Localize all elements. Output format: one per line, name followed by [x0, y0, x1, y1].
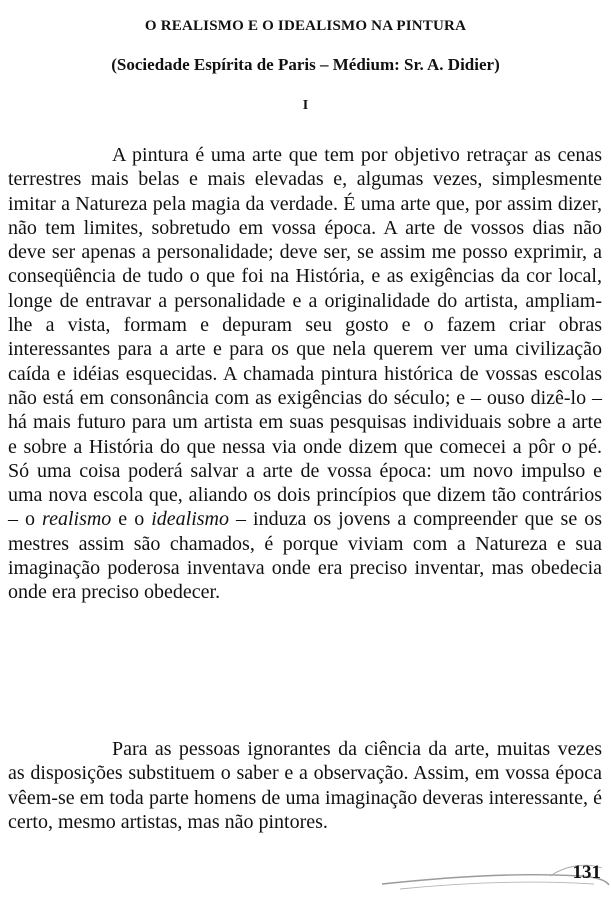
page-number: 131	[572, 862, 601, 883]
chapter-title: O REALISMO E O IDEALISMO NA PINTURA	[144, 18, 467, 34]
italic-term-realismo: realismo	[42, 508, 112, 531]
paragraph-1-text-c: – induza os jovens a compreender que se os mestres assim são chamados, é porque viviam com a Natureza e sua imaginação poderosa inventava onde era preciso inventar, mas obedecia onde era preciso obedecer.	[8, 508, 602, 604]
paragraph-2: Para as pessoas ignorantes da ciência da arte, muitas vezes as disposições substituem o saber e a observação. Assim, em vossa época vêem-se em toda parte homens de uma imaginação deveras interessante, é certo, mesmo artistas, mas não pintores.	[8, 738, 602, 833]
paragraph-1-text-b: e o	[111, 508, 152, 531]
paragraph-1-text-a: A pintura é uma arte que tem por objetivo retraçar as cenas terrestres mais belas e mais elevadas e, algumas vezes, simplesmente imitar a Natureza pela magia da verdade. É uma arte que, por assim dizer, não tem limites, sobretudo em vossa época. A arte de vossos dias não deve ser apenas a personalidade; deve ser, se assim me posso exprimir, a conseqüência de tudo o que foi na História, e as exigências da cor local, longe de entravar a personalidade e a originalidade do artista, ampliam-lhe a vista, formam e depuram seu gosto e o fazem criar obras interessantes para a arte e para os que nela querem ver uma civilização caída e idéias esquecidas. A chamada pintura histórica de vossas escolas não está em consonância com as exigências do século; e – ouso dizê-lo – há mais futuro para um artista em suas pesquisas individuais sobre a arte e sobre a História do que nessa via onde dizem que comecei a pôr o pé. Só uma coisa poderá salvar a arte de vossa época: um novo impulso e uma nova escola que, aliando os dois princípios que dizem tão contrários – o	[8, 144, 602, 531]
section-number: I	[302, 98, 309, 113]
chapter-subtitle: (Sociedade Espírita de Paris – Médium: Sr. A. Didier)	[111, 55, 500, 74]
paragraph-1	[8, 143, 602, 605]
italic-term-idealismo: idealismo	[151, 508, 229, 531]
